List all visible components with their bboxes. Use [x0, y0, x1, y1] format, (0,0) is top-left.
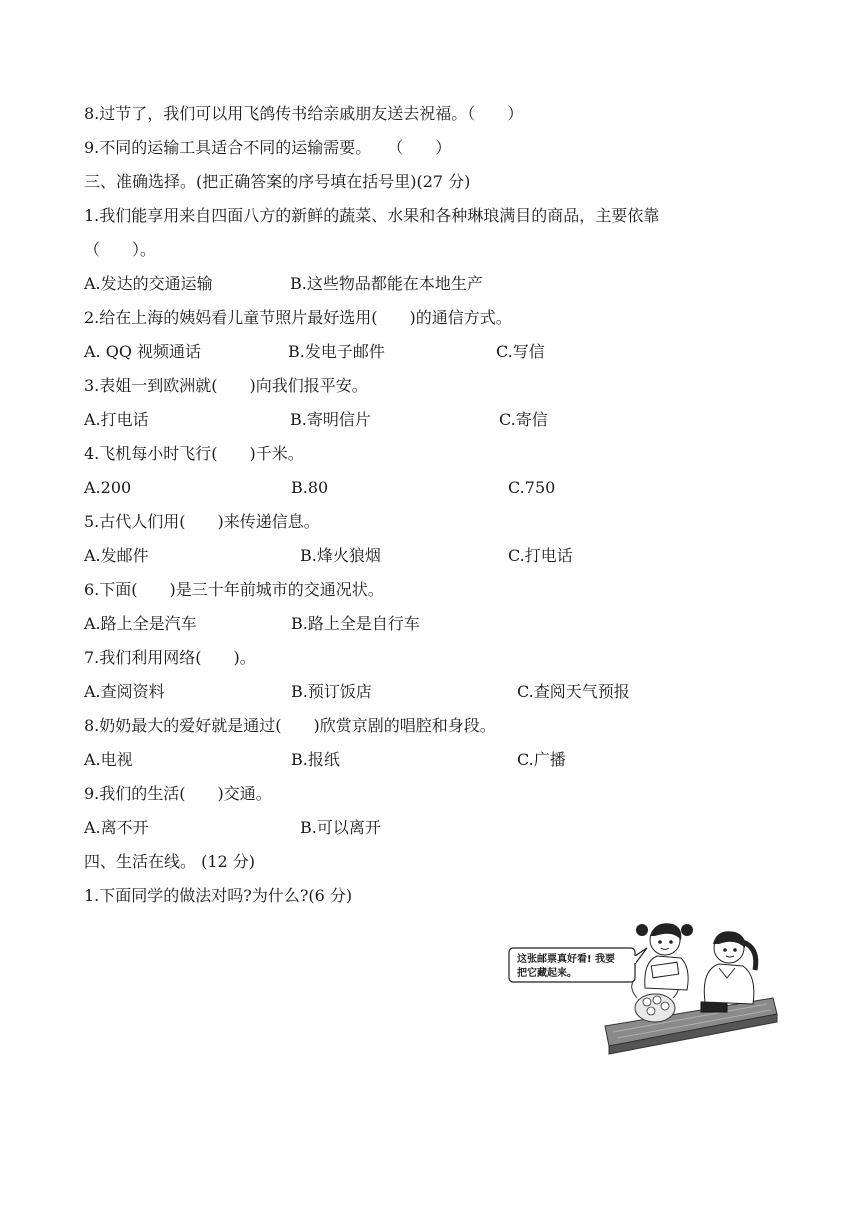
question-4-option-c: C.750 — [508, 478, 556, 497]
question-3-stem: 3.表姐一到欧洲就( )向我们报平安。 — [84, 376, 368, 395]
question-7-option-b: B.预订饭店 — [291, 682, 372, 701]
question-5-option-b: B.烽火狼烟 — [300, 546, 381, 565]
stamp-illustration — [505, 918, 780, 1056]
bubble-line-2: 把它藏起来。 — [517, 968, 577, 979]
question-7-option-a: A.查阅资料 — [84, 682, 165, 701]
question-2-option-a: A. QQ 视频通话 — [84, 342, 202, 361]
question-8-option-c: C.广播 — [517, 750, 566, 769]
question-3-option-c: C.寄信 — [499, 410, 548, 429]
question-4-option-a: A.200 — [84, 478, 132, 497]
question-8-stem: 8.奶奶最大的爱好就是通过( )欣赏京剧的唱腔和身段。 — [84, 716, 496, 735]
question-8-option-b: B.报纸 — [291, 750, 340, 769]
question-9-option-a: A.离不开 — [84, 818, 149, 837]
question-1-stem-cont: （ ）。 — [84, 240, 157, 259]
bubble-line-1: 这张邮票真好看! 我要 — [517, 954, 616, 965]
question-6-stem: 6.下面( )是三十年前城市的交通况状。 — [84, 580, 384, 599]
stamp-album-drawing — [701, 1002, 727, 1012]
question-7-stem: 7.我们利用网络( )。 — [84, 648, 256, 667]
question-6-option-b: B.路上全是自行车 — [291, 614, 420, 633]
question-2-option-b: B.发电子邮件 — [288, 342, 385, 361]
question-9-option-b: B.可以离开 — [300, 818, 381, 837]
question-1-option-a: A.发达的交通运输 — [84, 274, 213, 293]
question-5-stem: 5.古代人们用( )来传递信息。 — [84, 512, 320, 531]
question-4-stem: 4.飞机每小时飞行( )千米。 — [84, 444, 304, 463]
question-3-option-a: A.打电话 — [84, 410, 149, 429]
question-3-option-b: B.寄明信片 — [290, 410, 371, 429]
question-1-stem: 1.我们能享用来自四面八方的新鲜的蔬菜、水果和各种琳琅满目的商品，主要依靠 — [84, 206, 660, 225]
question-6-option-a: A.路上全是汽车 — [84, 614, 197, 633]
girl-left-drawing — [636, 923, 693, 990]
girl-right-drawing — [704, 931, 756, 1004]
section-4-question-1: 1.下面同学的做法对吗?为什么?(6 分) — [84, 886, 353, 905]
tf-item-8: 8.过节了，我们可以用飞鸽传书给亲戚朋友送去祝福。（ ） — [84, 104, 524, 123]
table-drawing — [605, 998, 777, 1054]
section-3-title: 三、准确选择。(把正确答案的序号填在括号里)(27 分) — [84, 172, 471, 191]
speech-bubble — [509, 948, 647, 982]
question-9-stem: 9.我们的生活( )交通。 — [84, 784, 272, 803]
question-1-option-b: B.这些物品都能在本地生产 — [290, 274, 483, 293]
question-5-option-a: A.发邮件 — [84, 546, 149, 565]
question-8-option-a: A.电视 — [84, 750, 133, 769]
question-7-option-c: C.查阅天气预报 — [517, 682, 630, 701]
question-2-option-c: C.写信 — [496, 342, 545, 361]
question-5-option-c: C.打电话 — [508, 546, 573, 565]
section-4-title: 四、生活在线。 (12 分) — [84, 852, 256, 871]
tf-item-9: 9.不同的运输工具适合不同的运输需要。 （ ） — [84, 138, 452, 157]
question-2-stem: 2.给在上海的姨妈看儿童节照片最好选用( )的通信方式。 — [84, 308, 512, 327]
question-4-option-b: B.80 — [291, 478, 329, 497]
